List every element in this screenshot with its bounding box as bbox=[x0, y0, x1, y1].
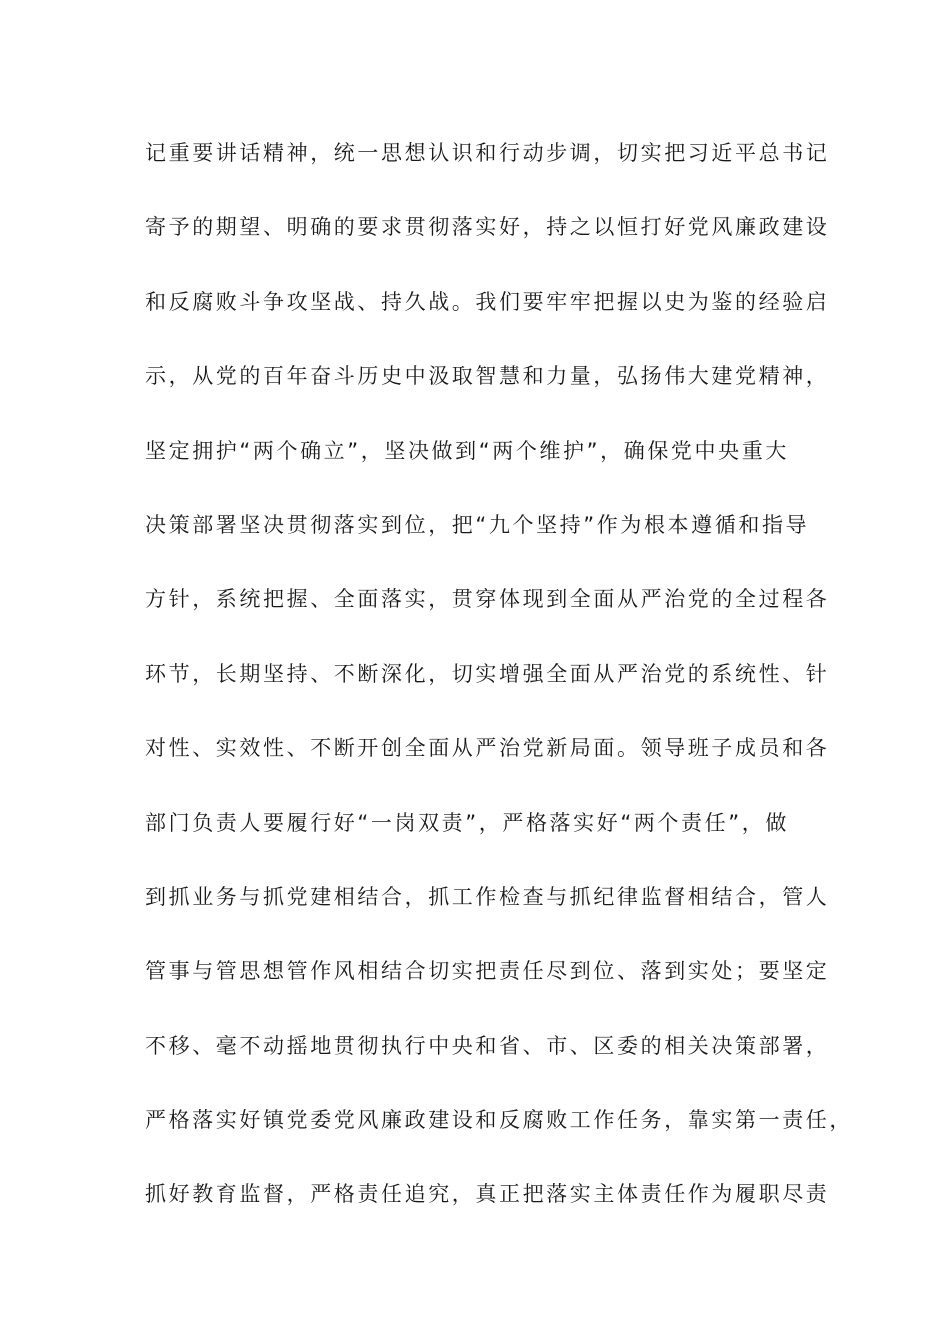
text-line: 不移、毫不动摇地贯彻执行中央和省、市、区委的相关决策部署， bbox=[145, 1033, 830, 1058]
text-line: 寄予的期望、明确的要求贯彻落实好，持之以恒打好党风廉政建设 bbox=[145, 215, 830, 240]
text-line: 严格落实好镇党委党风廉政建设和反腐败工作任务，靠实第一责任， bbox=[145, 1108, 853, 1133]
text-line: 管事与管思想管作风相结合切实把责任尽到位、落到实处；要坚定 bbox=[145, 959, 830, 984]
body-paragraph bbox=[145, 128, 853, 1244]
text-line: 坚定拥护“两个确立”，坚决做到“两个维护”，确保党中央重大 bbox=[145, 438, 789, 463]
text-line: 示，从党的百年奋斗历史中汲取智慧和力量，弘扬伟大建党精神， bbox=[145, 364, 830, 389]
text-line: 记重要讲话精神，统一思想认识和行动步调，切实把习近平总书记 bbox=[145, 141, 830, 165]
text-line: 环节，长期坚持、不断深化，切实增强全面从严治党的系统性、针 bbox=[145, 661, 830, 686]
text-line: 抓好教育监督，严格责任追究，真正把落实主体责任作为履职尽责 bbox=[145, 1182, 830, 1207]
text-line: 决策部署坚决贯彻落实到位，把“九个坚持”作为根本遵循和指导 bbox=[145, 512, 810, 537]
text-line: 到抓业务与抓党建相结合，抓工作检查与抓纪律监督相结合，管人 bbox=[145, 884, 830, 909]
text-line: 方针，系统把握、全面落实，贯穿体现到全面从严治党的全过程各 bbox=[145, 587, 830, 612]
text-line: 对性、实效性、不断开创全面从严治党新局面。领导班子成员和各 bbox=[145, 736, 830, 761]
text-line: 和反腐败斗争攻坚战、持久战。我们要牢牢把握以史为鉴的经验启 bbox=[145, 289, 830, 314]
text-line: 部门负责人要履行好“一岗双责”，严格落实好“两个责任”，做 bbox=[145, 810, 789, 835]
